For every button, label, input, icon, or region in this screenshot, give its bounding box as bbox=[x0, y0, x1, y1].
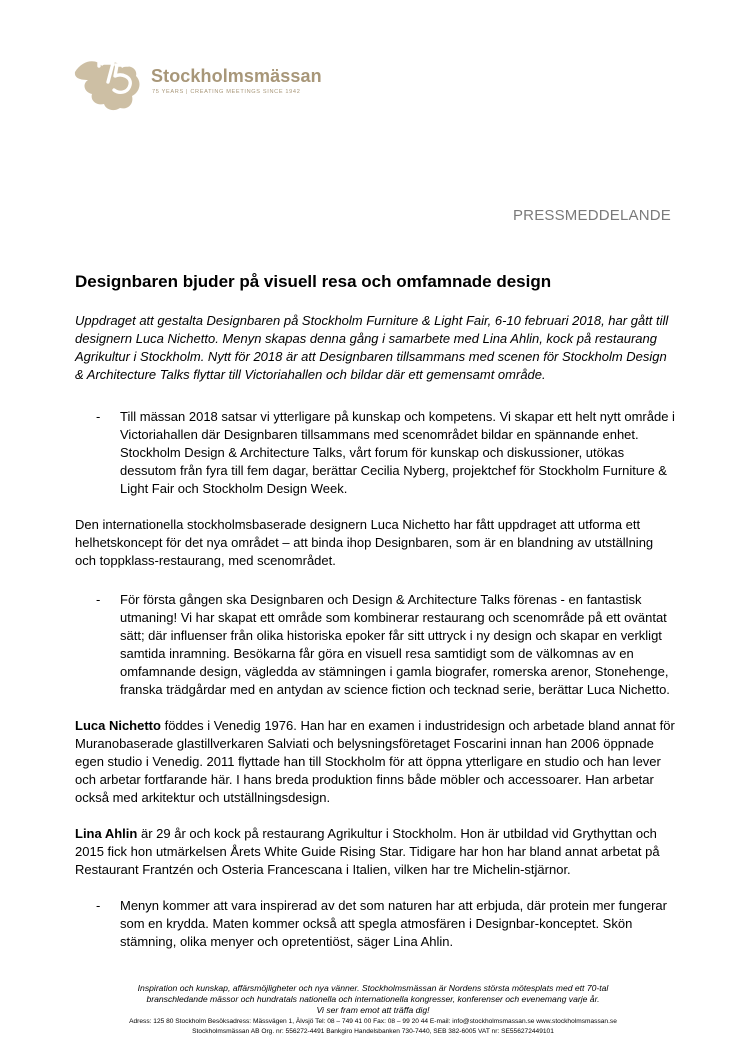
footer-contact-details: Adress: 125 80 Stockholm Besöksadress: Mässvägen 1, Älvsjö Tel: 08 – 749 41 00 Fax: 08 – 99 20 44 E-mail: info@stockholmsmassan.se www.stockholmsmassan.se bbox=[129, 1018, 617, 1025]
company-logo bbox=[72, 52, 342, 112]
body-paragraph: Den internationella stockholmsbaserade designern Luca Nichetto har fått uppdraget att utforma ett helhetskoncept för det nya området – att binda ihop Designbaren, som är en blandning av utställning och toppklass-restaurang, med scenområdet. bbox=[75, 517, 654, 568]
press-release-title: Designbaren bjuder på visuell resa och omfamnade design bbox=[75, 272, 552, 291]
document-type-label: PRESSMEDDELANDE bbox=[512, 207, 671, 224]
bio-name: Luca Nichetto bbox=[75, 718, 161, 733]
bio-name: Lina Ahlin bbox=[75, 826, 138, 841]
footer-company-details: Stockholmsmässan AB Org. nr: 556272-4491 Bankgiro Handelsbanken 730-7440, SEB 382-6005 VAT nr: SE556272449101 bbox=[192, 1028, 554, 1035]
quote-lina-ahlin bbox=[75, 897, 675, 951]
bio-text: är 29 år och kock på restaurang Agrikultur i Stockholm. Hon är utbildad vid Grythyttan och 2015 fick hon utmärkelsen Årets White Guide Rising Star. Tidigare har hon har bland annat arbetat på Restaurant Frantzén och Osteria Francescana i Italien, vilken har tre Michelin-stjärnor. bbox=[75, 826, 660, 877]
quote-luca-nichetto bbox=[75, 591, 675, 699]
quote-text: Menyn kommer att vara inspirerad av det som naturen har att erbjuda, där protein mer fungerar som en krydda. Maten kommer också att spegla atmosfären i Designbar-konceptet. Skön stämning, olika menyer och opretentiöst, säger Lina Ahlin. bbox=[120, 898, 667, 949]
footer-tagline-line-2: branschledande mässor och hundratals nationella och internationella kongresser, konferenser och evenemang varje år. bbox=[146, 994, 600, 1004]
quote-cecilia-nyberg bbox=[75, 408, 675, 498]
bullet-dash: - bbox=[96, 592, 101, 607]
bio-luca-nichetto bbox=[75, 717, 675, 807]
stockholmsmassan-75-emblem-icon bbox=[72, 52, 144, 112]
page-footer bbox=[60, 983, 686, 1036]
quote-text: För första gången ska Designbaren och Design & Architecture Talks förenas - en fantastisk utmaning! Vi har skapat ett område som kombinerar restaurang och scenområde på ett oväntat sätt; där influenser från olika historiska epoker får sitt uttryck i ny design och skapar en verkligt samtida inramning. Besökarna får göra en visuell resa samtidigt som de välkomnas av en omfamnande design, vägledda av stämningen i gamla biografer, romerska arenor, Stonehenge, franska trädgårdar med en antydan av science fiction och tecknad serie, berättar Luca Nichetto. bbox=[120, 592, 670, 697]
footer-tagline-line-3: Vi ser fram emot att träffa dig! bbox=[316, 1005, 430, 1015]
bullet-dash: - bbox=[96, 409, 101, 424]
footer-tagline-line-1: Inspiration och kunskap, affärsmöjligheter och nya vänner. Stockholmsmässan är Nordens största mötesplats med ett 70-tal bbox=[137, 983, 609, 993]
bio-text: föddes i Venedig 1976. Han har en examen i industridesign och arbetade bland annat för Muranobaserade glastillverkaren Salviati och belysningsföretaget Foscarini innan han 2006 öppnade egen studio i Venedig. 2011 flyttade han till Stockholm för att öppna ytterligare en studio och han lever och arbetar fortfarande här. I hans breda produktion finns både möbler och accessoarer. Han arbetar också med arkitektur och utställningsdesign. bbox=[75, 718, 675, 805]
quote-text: Till mässan 2018 satsar vi ytterligare på kunskap och kompetens. Vi skapar ett helt nytt område i Victoriahallen där Designbaren tillsammans med scenområdet bildar en spännande enhet. Stockholm Design & Architecture Talks, vårt forum för kunskap och diskussioner, utökas dessutom från fyra till fem dagar, berättar Cecilia Nyberg, projektchef för Stockholm Furniture & Light Fair och Stockholm Design Week. bbox=[120, 409, 675, 496]
bio-lina-ahlin bbox=[75, 825, 675, 879]
press-release-body bbox=[75, 312, 675, 951]
logo-tagline: 75 YEARS | CREATING MEETINGS SINCE 1942 bbox=[152, 89, 301, 95]
bullet-dash: - bbox=[96, 898, 101, 913]
logo-wordmark: Stockholmsmässan bbox=[151, 66, 322, 86]
intro-paragraph: Uppdraget att gestalta Designbaren på Stockholm Furniture & Light Fair, 6-10 februari 2018, har gått till designern Luca Nichetto. Menyn skapas denna gång i samarbete med Lina Ahlin, kock på restaurang Agrikultur i Stockholm. Nytt för 2018 är att Designbaren tillsammans med scenen för Stockholm Design & Architecture Talks flyttar till Victoriahallen och bildar där ett gemensamt område. bbox=[75, 313, 669, 382]
